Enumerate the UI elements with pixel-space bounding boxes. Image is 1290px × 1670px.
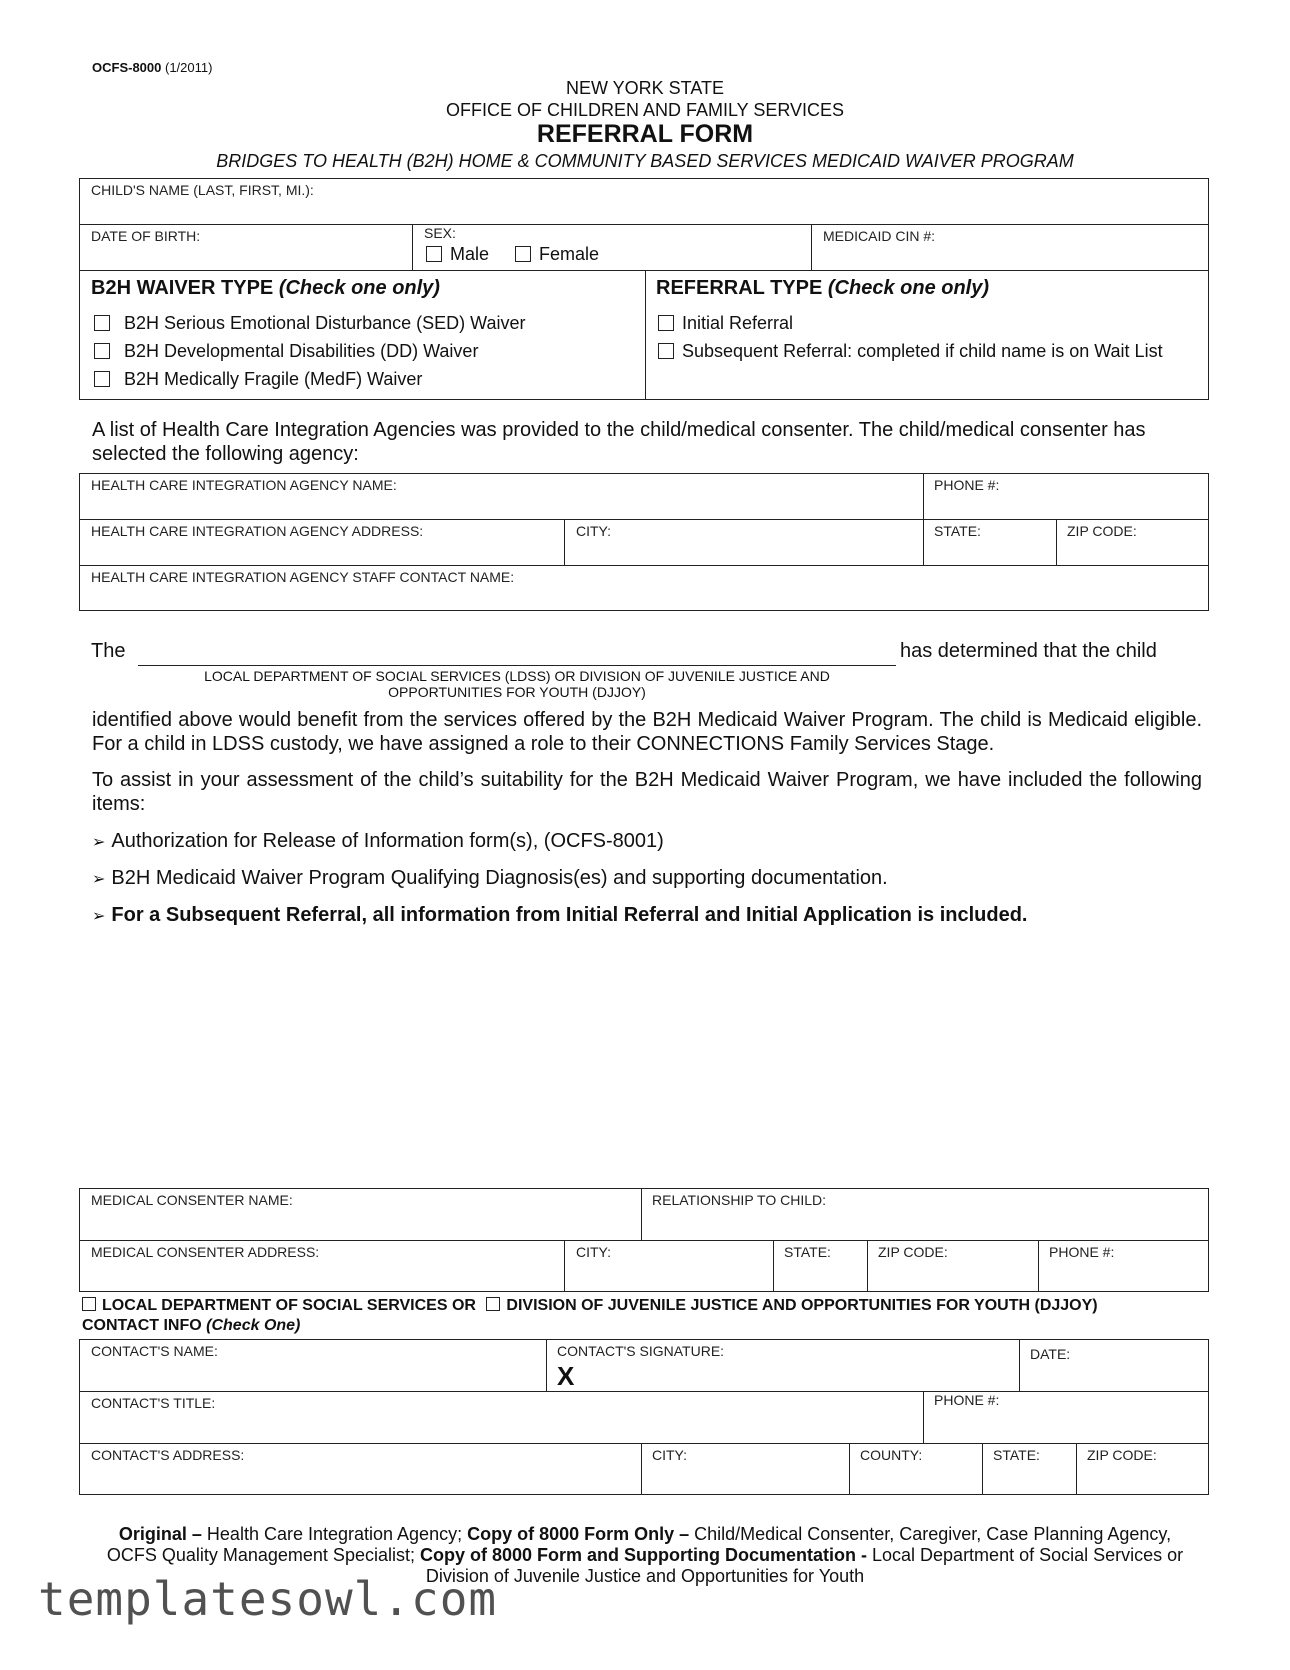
page-title: REFERRAL FORM	[536, 120, 754, 148]
contact-type-row: LOCAL DEPARTMENT OF SOCIAL SERVICES OR DIVISION OF JUVENILE JUSTICE AND OPPORTUNITIES FOR YOUTH (DJJOY)	[82, 1297, 1098, 1315]
referral-option-subsequent[interactable]: Subsequent Referral: completed if child name is on Wait List	[658, 341, 1163, 362]
agency-phone-label: PHONE #:	[934, 477, 1000, 493]
child-name-input[interactable]	[80, 198, 1208, 222]
agency-state-input[interactable]	[926, 540, 1054, 564]
contact-title-label: CONTACT'S TITLE:	[91, 1395, 216, 1411]
agency-zip-input[interactable]	[1059, 540, 1207, 564]
sex-female-option[interactable]: Female	[515, 244, 599, 265]
agency-address-input[interactable]	[80, 540, 562, 564]
waiver-option-sed[interactable]: B2H Serious Emotional Disturbance (SED) Waiver	[94, 313, 525, 334]
agency-address-label: HEALTH CARE INTEGRATION AGENCY ADDRESS:	[91, 523, 424, 539]
contact-date-input[interactable]	[1022, 1364, 1207, 1389]
contact-zip-label: ZIP CODE:	[1087, 1447, 1157, 1463]
contact-phone-input[interactable]	[926, 1413, 1207, 1441]
consenter-address-label: MEDICAL CONSENTER ADDRESS:	[91, 1244, 320, 1260]
agency-contact-input[interactable]	[80, 586, 1208, 610]
contact-city-label: CITY:	[652, 1447, 688, 1463]
contact-signature-input[interactable]	[585, 1361, 1017, 1389]
contact-state-input[interactable]	[985, 1465, 1074, 1493]
agency-state-label: STATE:	[934, 523, 981, 539]
relationship-label: RELATIONSHIP TO CHILD:	[652, 1192, 827, 1208]
child-name-label: CHILD'S NAME (LAST, FIRST, MI.):	[91, 182, 314, 198]
agency-city-input[interactable]	[567, 540, 921, 564]
agency-phone-input[interactable]	[926, 494, 1206, 518]
referral-option-initial[interactable]: Initial Referral	[658, 313, 793, 334]
waiver-type-heading: B2H WAIVER TYPE (Check one only)	[91, 277, 440, 299]
dob-input[interactable]	[80, 244, 410, 268]
form-number: OCFS-8000 (1/2011)	[92, 60, 213, 75]
signature-x-mark: X	[557, 1361, 575, 1391]
ldss-checkbox[interactable]	[82, 1297, 96, 1311]
consenter-state-input[interactable]	[776, 1262, 865, 1290]
contact-county-label: COUNTY:	[860, 1447, 923, 1463]
waiver-option-dd[interactable]: B2H Developmental Disabilities (DD) Waiver	[94, 341, 478, 362]
consenter-city-label: CITY:	[576, 1244, 612, 1260]
contact-info-heading: CONTACT INFO (Check One)	[82, 1317, 301, 1334]
consenter-phone-label: PHONE #:	[1049, 1244, 1115, 1260]
contact-name-input[interactable]	[80, 1361, 544, 1389]
contact-state-label: STATE:	[993, 1447, 1040, 1463]
waiver-option-medf[interactable]: B2H Medically Fragile (MedF) Waiver	[94, 369, 422, 390]
watermark: templatesowl.com	[38, 1572, 498, 1626]
distribution-footer: Original – Health Care Integration Agency; Copy of 8000 Form Only – Child/Medical Consenter, Caregiver, Case Planning Agency, OCFS Quality Management Specialist; Copy of 8000 Form and Supporting Documentation - Local Department of Social Services or Division of Juvenile Justice and Opportunities for Youth	[106, 1524, 1184, 1586]
consenter-city-input[interactable]	[567, 1262, 771, 1290]
header-state: NEW YORK STATE	[565, 78, 725, 98]
contact-city-input[interactable]	[644, 1465, 847, 1493]
dob-label: DATE OF BIRTH:	[91, 228, 201, 244]
initial-referral-checkbox[interactable]	[658, 315, 674, 331]
ldss-line-caption: LOCAL DEPARTMENT OF SOCIAL SERVICES (LDSS) OR DIVISION OF JUVENILE JUSTICE AND OPPORTUNITIES FOR YOUTH (DJJOY)	[204, 668, 830, 700]
consenter-address-input[interactable]	[80, 1262, 562, 1290]
bullet-item: ➢ B2H Medicaid Waiver Program Qualifying Diagnosis(es) and supporting documentation.	[92, 867, 888, 889]
female-checkbox[interactable]	[515, 246, 531, 262]
sex-label: SEX:	[424, 225, 456, 241]
djjoy-checkbox[interactable]	[486, 1297, 500, 1311]
dd-checkbox[interactable]	[94, 343, 110, 359]
contact-signature-label: CONTACT'S SIGNATURE:	[557, 1343, 725, 1359]
consenter-zip-label: ZIP CODE:	[878, 1244, 948, 1260]
consenter-name-input[interactable]	[80, 1210, 639, 1238]
determination-paragraph-1: identified above would benefit from the services offered by the B2H Medicaid Waiver Program. The child is Medicaid eligible. For a child in LDSS custody, we have assigned a role to their CONNECTIONS Family Services Stage.	[92, 709, 1202, 755]
agency-zip-label: ZIP CODE:	[1067, 523, 1137, 539]
male-checkbox[interactable]	[426, 246, 442, 262]
medicaid-cin-input[interactable]	[813, 244, 1207, 268]
referral-type-heading: REFERRAL TYPE (Check one only)	[656, 277, 990, 299]
consenter-name-label: MEDICAL CONSENTER NAME:	[91, 1192, 293, 1208]
contact-county-input[interactable]	[852, 1465, 980, 1493]
relationship-input[interactable]	[644, 1210, 1207, 1238]
header-office: OFFICE OF CHILDREN AND FAMILY SERVICES	[445, 100, 845, 120]
consenter-state-label: STATE:	[784, 1244, 831, 1260]
agency-city-label: CITY:	[576, 523, 612, 539]
medicaid-cin-label: MEDICAID CIN #:	[823, 228, 936, 244]
consenter-zip-input[interactable]	[870, 1262, 1036, 1290]
bullet-item-bold: ➢ For a Subsequent Referral, all information from Initial Referral and Initial Application is included.	[92, 904, 1028, 926]
determination-paragraph-2: To assist in your assessment of the child’s suitability for the B2H Medicaid Waiver Program, we have included the following items:	[92, 769, 1202, 815]
contact-phone-label: PHONE #:	[934, 1392, 1000, 1408]
agency-contact-label: HEALTH CARE INTEGRATION AGENCY STAFF CONTACT NAME:	[91, 569, 515, 585]
sed-checkbox[interactable]	[94, 315, 110, 331]
determination-the: The	[91, 640, 126, 662]
contact-address-input[interactable]	[80, 1465, 639, 1493]
sex-male-option[interactable]: Male	[426, 244, 489, 265]
subsequent-referral-checkbox[interactable]	[658, 343, 674, 359]
page-subtitle: BRIDGES TO HEALTH (B2H) HOME & COMMUNITY BASED SERVICES MEDICAID WAIVER PROGRAM	[216, 151, 1074, 171]
determination-text: has determined that the child	[900, 640, 1157, 662]
contact-date-label: DATE:	[1030, 1346, 1071, 1362]
contact-name-label: CONTACT'S NAME:	[91, 1343, 218, 1359]
medf-checkbox[interactable]	[94, 371, 110, 387]
contact-address-label: CONTACT'S ADDRESS:	[91, 1447, 245, 1463]
contact-zip-input[interactable]	[1079, 1465, 1207, 1493]
agency-intro-text: A list of Health Care Integration Agencies was provided to the child/medical consenter. The child/medical consenter has selected the following agency:	[92, 419, 1146, 465]
consenter-phone-input[interactable]	[1041, 1262, 1207, 1290]
agency-name-input[interactable]	[80, 494, 920, 518]
agency-name-label: HEALTH CARE INTEGRATION AGENCY NAME:	[91, 477, 397, 493]
bullet-item: ➢ Authorization for Release of Information form(s), (OCFS-8001)	[92, 830, 664, 852]
ldss-name-line[interactable]	[138, 665, 896, 666]
contact-title-input[interactable]	[80, 1413, 920, 1441]
